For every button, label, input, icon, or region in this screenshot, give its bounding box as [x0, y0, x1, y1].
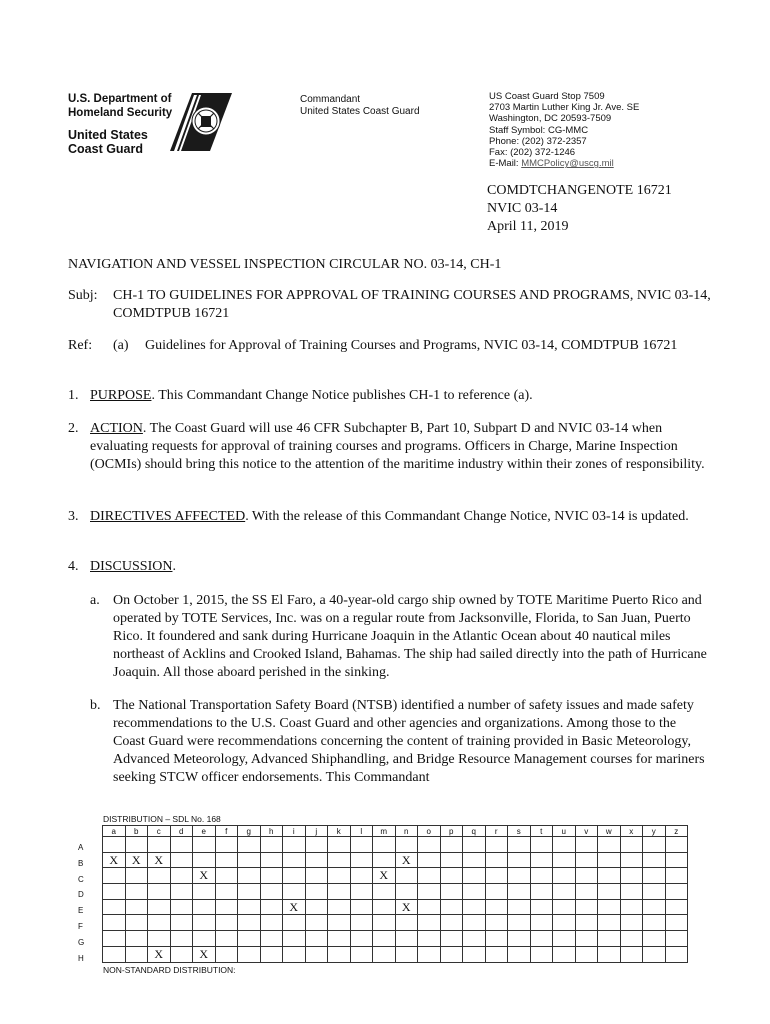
distribution-cell — [530, 915, 553, 931]
distribution-row — [103, 946, 688, 962]
distribution-cell — [530, 852, 553, 868]
distribution-cell — [215, 837, 238, 853]
distribution-cell — [485, 931, 508, 947]
notice-date: April 11, 2019 — [487, 219, 569, 234]
distribution-cell — [485, 899, 508, 915]
distribution-cell — [485, 946, 508, 962]
distribution-table — [102, 825, 688, 963]
section-heading: PURPOSE — [90, 388, 152, 403]
distribution-cell — [260, 899, 283, 915]
distribution-column-header: a — [103, 826, 126, 837]
distribution-cell — [350, 931, 373, 947]
distribution-column-header: n — [395, 826, 418, 837]
section-number: 3. — [68, 509, 79, 524]
coast-guard-logo-icon — [170, 91, 232, 153]
distribution-row-label: E — [78, 906, 84, 916]
distribution-cell — [395, 931, 418, 947]
distribution-cell — [395, 837, 418, 853]
distribution-cell — [193, 837, 216, 853]
distribution-cell — [125, 946, 148, 962]
change-notice-number: COMDTCHANGENOTE 16721 — [487, 183, 672, 198]
distribution-row-label: G — [78, 937, 85, 947]
distribution-cell — [373, 915, 396, 931]
distribution-cell — [350, 837, 373, 853]
distribution-cell — [440, 837, 463, 853]
distribution-column-header: d — [170, 826, 193, 837]
distribution-cell — [508, 852, 531, 868]
distribution-cell — [485, 837, 508, 853]
distribution-cell — [575, 868, 598, 884]
commandant-line-2: United States Coast Guard — [300, 105, 420, 117]
commandant-block — [300, 94, 420, 117]
section-number: 2. — [68, 421, 79, 436]
distribution-cell — [193, 899, 216, 915]
distribution-cell — [463, 852, 486, 868]
distribution-column-header: q — [463, 826, 486, 837]
distribution-column-header: v — [575, 826, 598, 837]
distribution-cell — [440, 946, 463, 962]
distribution-cell — [598, 899, 621, 915]
distribution-cell — [440, 915, 463, 931]
distribution-cell — [305, 899, 328, 915]
distribution-cell — [620, 884, 643, 900]
distribution-cell — [553, 837, 576, 853]
coast-guard-line-1: United States — [68, 128, 148, 142]
reference-item-marker: (a) — [113, 338, 129, 353]
distribution-cell — [148, 868, 171, 884]
distribution-cell — [418, 884, 441, 900]
distribution-cell — [665, 837, 688, 853]
distribution-row — [103, 915, 688, 931]
distribution-row — [103, 884, 688, 900]
email-label: E-Mail: — [489, 158, 522, 170]
distribution-cell — [418, 899, 441, 915]
distribution-row — [103, 837, 688, 853]
distribution-cell — [215, 899, 238, 915]
distribution-cell — [530, 868, 553, 884]
distribution-cell — [283, 884, 306, 900]
distribution-cell — [283, 931, 306, 947]
distribution-cell — [665, 915, 688, 931]
distribution-cell — [643, 837, 666, 853]
distribution-column-header: g — [238, 826, 261, 837]
distribution-cell — [125, 868, 148, 884]
distribution-cell — [193, 852, 216, 868]
distribution-cell — [620, 946, 643, 962]
distribution-cell — [575, 837, 598, 853]
distribution-cell — [620, 899, 643, 915]
distribution-cell — [305, 868, 328, 884]
distribution-column-header: s — [508, 826, 531, 837]
distribution-cell — [260, 868, 283, 884]
distribution-cell — [170, 915, 193, 931]
distribution-column-header: i — [283, 826, 306, 837]
distribution-column-header: t — [530, 826, 553, 837]
distribution-cell — [575, 915, 598, 931]
distribution-column-header: j — [305, 826, 328, 837]
section-number: 1. — [68, 388, 79, 403]
distribution-cell — [170, 852, 193, 868]
distribution-cell — [620, 852, 643, 868]
distribution-cell — [530, 946, 553, 962]
distribution-cell: X — [193, 946, 216, 962]
distribution-cell — [643, 931, 666, 947]
distribution-cell — [530, 899, 553, 915]
distribution-cell — [643, 946, 666, 962]
distribution-cell — [125, 915, 148, 931]
distribution-cell — [598, 946, 621, 962]
distribution-cell — [170, 837, 193, 853]
distribution-cell — [238, 915, 261, 931]
address-line-2: 2703 Martin Luther King Jr. Ave. SE — [489, 102, 640, 114]
distribution-cell — [463, 946, 486, 962]
distribution-column-header: w — [598, 826, 621, 837]
distribution-cell — [665, 884, 688, 900]
distribution-cell — [395, 884, 418, 900]
distribution-row-label: C — [78, 874, 84, 884]
distribution-cell — [508, 946, 531, 962]
section-heading: DISCUSSION — [90, 559, 173, 574]
distribution-cell — [103, 915, 126, 931]
distribution-cell — [148, 899, 171, 915]
distribution-cell — [328, 884, 351, 900]
distribution-cell — [193, 884, 216, 900]
distribution-cell — [238, 868, 261, 884]
distribution-cell — [598, 915, 621, 931]
distribution-cell — [283, 868, 306, 884]
distribution-cell — [553, 868, 576, 884]
distribution-column-header: o — [418, 826, 441, 837]
distribution-cell — [305, 884, 328, 900]
distribution-cell — [575, 884, 598, 900]
distribution-row-label: D — [78, 890, 84, 900]
distribution-cell — [215, 884, 238, 900]
email-line — [489, 158, 639, 169]
distribution-cell — [598, 837, 621, 853]
distribution-cell — [418, 946, 441, 962]
distribution-cell — [215, 931, 238, 947]
distribution-cell — [553, 899, 576, 915]
distribution-cell — [530, 931, 553, 947]
distribution-cell: X — [193, 868, 216, 884]
distribution-cell — [125, 899, 148, 915]
distribution-cell — [463, 884, 486, 900]
distribution-cell — [553, 931, 576, 947]
distribution-cell — [665, 931, 688, 947]
distribution-cell — [575, 899, 598, 915]
distribution-cell — [328, 837, 351, 853]
distribution-cell — [395, 915, 418, 931]
distribution-column-header: u — [553, 826, 576, 837]
non-standard-distribution: NON-STANDARD DISTRIBUTION: — [103, 965, 236, 975]
distribution-cell — [598, 868, 621, 884]
distribution-column-header: k — [328, 826, 351, 837]
document-title: NAVIGATION AND VESSEL INSPECTION CIRCULAR NO. 03-14, CH-1 — [68, 257, 502, 272]
item-marker: a. — [90, 593, 100, 608]
distribution-cell — [350, 868, 373, 884]
distribution-cell — [620, 837, 643, 853]
distribution-cell — [328, 852, 351, 868]
distribution-cell — [193, 931, 216, 947]
address-line-1: US Coast Guard Stop 7509 — [489, 91, 605, 102]
distribution-cell — [665, 852, 688, 868]
phone: Phone: (202) 372-2357 — [489, 135, 587, 147]
distribution-column-header: y — [643, 826, 666, 837]
section-number: 4. — [68, 559, 79, 574]
distribution-column-header: e — [193, 826, 216, 837]
distribution-cell — [373, 899, 396, 915]
distribution-cell — [373, 852, 396, 868]
distribution-cell — [463, 899, 486, 915]
distribution-cell — [350, 852, 373, 868]
distribution-cell — [373, 884, 396, 900]
distribution-cell: X — [125, 852, 148, 868]
distribution-cell — [643, 868, 666, 884]
distribution-cell — [575, 946, 598, 962]
distribution-cell — [598, 931, 621, 947]
item-text: On October 1, 2015, the SS El Faro, a 40-year-old cargo ship owned by TOTE Maritime Puerto Rico and operated by TOTE Services, Inc. was on a regular route from Jacksonville, Florida, to San Juan, Puerto Rico. It foundered and sank during Hurricane Joaquin in the Atlantic Ocean about 40 nautical miles northeast of Acklins and Crooked Island, Bahamas. The ship had sailed directly into the path of Hurricane Joaquin. All those aboard perished in the sinking. — [113, 593, 707, 680]
distribution-row-label: A — [78, 843, 84, 852]
item-marker: b. — [90, 698, 101, 713]
distribution-cell — [440, 852, 463, 868]
distribution-cell — [350, 915, 373, 931]
distribution-column-header: m — [373, 826, 396, 837]
distribution-row — [103, 931, 688, 947]
distribution-cell — [260, 837, 283, 853]
distribution-cell — [238, 946, 261, 962]
fax: Fax: (202) 372-1246 — [489, 147, 576, 159]
distribution-row — [103, 899, 688, 915]
commandant-line-1: Commandant — [300, 94, 361, 105]
distribution-column-header: z — [665, 826, 688, 837]
distribution-cell — [328, 946, 351, 962]
distribution-cell — [643, 915, 666, 931]
distribution-cell — [598, 884, 621, 900]
distribution-cell — [508, 899, 531, 915]
distribution-column-header: f — [215, 826, 238, 837]
distribution-cell — [350, 899, 373, 915]
distribution-cell — [350, 946, 373, 962]
distribution-cell — [125, 931, 148, 947]
section-text: . The Coast Guard will use 46 CFR Subchapter B, Part 10, Subpart D and NVIC 03-14 when evaluating requests for approval of training courses and programs. Officers in Charge, Marine Inspection (OCMIs) should bring this notice to the attention of the maritime industry within their zones of responsibility. — [90, 421, 705, 472]
distribution-cell — [215, 852, 238, 868]
distribution-cell — [103, 868, 126, 884]
distribution-cell — [665, 868, 688, 884]
nvic-number: NVIC 03-14 — [487, 201, 558, 216]
distribution-row-label: H — [78, 953, 84, 963]
distribution-cell — [305, 915, 328, 931]
distribution-cell — [170, 931, 193, 947]
distribution-cell — [508, 915, 531, 931]
distribution-cell — [148, 837, 171, 853]
reference-text: Guidelines for Approval of Training Courses and Programs, NVIC 03-14, COMDTPUB 16721 — [145, 338, 678, 353]
distribution-cell — [575, 931, 598, 947]
section-text: . — [172, 559, 176, 574]
distribution-cell — [463, 915, 486, 931]
distribution-cell — [463, 837, 486, 853]
distribution-cell — [148, 915, 171, 931]
distribution-cell — [103, 931, 126, 947]
address-block — [489, 91, 639, 169]
distribution-cell — [170, 899, 193, 915]
distribution-cell — [305, 837, 328, 853]
address-line-3: Washington, DC 20593-7509 — [489, 113, 612, 125]
distribution-cell — [125, 837, 148, 853]
distribution-cell — [305, 852, 328, 868]
distribution-cell — [283, 915, 306, 931]
distribution-cell — [508, 931, 531, 947]
distribution-cell: X — [373, 868, 396, 884]
distribution-cell — [373, 837, 396, 853]
distribution-cell — [148, 884, 171, 900]
distribution-cell — [215, 946, 238, 962]
distribution-cell — [283, 852, 306, 868]
distribution-column-header: h — [260, 826, 283, 837]
distribution-cell — [553, 915, 576, 931]
distribution-cell — [305, 946, 328, 962]
distribution-cell — [305, 931, 328, 947]
distribution-cell — [238, 899, 261, 915]
distribution-cell: X — [103, 852, 126, 868]
distribution-cell — [418, 915, 441, 931]
distribution-cell: X — [395, 899, 418, 915]
distribution-cell — [260, 915, 283, 931]
distribution-cell — [418, 837, 441, 853]
distribution-cell — [485, 915, 508, 931]
distribution-column-header: x — [620, 826, 643, 837]
section-text: . This Commandant Change Notice publishes CH-1 to reference (a). — [151, 388, 533, 403]
distribution-cell — [418, 868, 441, 884]
distribution-cell — [643, 884, 666, 900]
distribution-cell — [373, 931, 396, 947]
distribution-cell — [665, 946, 688, 962]
staff-symbol: Staff Symbol: CG-MMC — [489, 124, 589, 136]
department-name — [68, 92, 172, 120]
distribution-cell — [238, 852, 261, 868]
distribution-row — [103, 868, 688, 884]
distribution-cell — [418, 931, 441, 947]
distribution-cell — [283, 946, 306, 962]
distribution-cell — [328, 931, 351, 947]
distribution-cell — [440, 868, 463, 884]
section-text: . With the release of this Commandant Change Notice, NVIC 03-14 is updated. — [245, 509, 689, 524]
distribution-row-label: F — [78, 922, 83, 931]
distribution-cell — [485, 852, 508, 868]
distribution-cell — [373, 946, 396, 962]
subject-label: Subj: — [68, 288, 98, 303]
distribution-cell — [530, 884, 553, 900]
distribution-cell — [103, 946, 126, 962]
distribution-cell — [328, 915, 351, 931]
department-line-2: Homeland Security — [68, 107, 173, 119]
distribution-cell — [643, 899, 666, 915]
item-text: The National Transportation Safety Board (NTSB) identified a number of safety issues and made safety recommendations to the U.S. Coast Guard and other agencies and organizations. Among those to the Coast Guard were recommendations concerning the content of training provided in Basic Meteorology, Advanced Meteorology, Advanced Shiphandling, and Bridge Resource Management courses for mariners seeking STCW officer endorsements. This Commandant — [113, 698, 705, 785]
distribution-column-header: b — [125, 826, 148, 837]
distribution-cell — [508, 868, 531, 884]
distribution-cell — [125, 884, 148, 900]
distribution-cell — [170, 868, 193, 884]
distribution-column-header: r — [485, 826, 508, 837]
distribution-cell — [395, 946, 418, 962]
distribution-cell — [238, 837, 261, 853]
distribution-cell — [328, 868, 351, 884]
distribution-cell — [508, 884, 531, 900]
distribution-cell — [485, 868, 508, 884]
coast-guard-name — [68, 128, 148, 156]
distribution-column-header: l — [350, 826, 373, 837]
distribution-cell — [485, 884, 508, 900]
department-line-1: U.S. Department of — [68, 93, 172, 105]
section-heading: ACTION — [90, 421, 143, 436]
distribution-cell — [215, 868, 238, 884]
distribution-cell — [643, 852, 666, 868]
distribution-cell: X — [148, 852, 171, 868]
distribution-cell — [575, 852, 598, 868]
distribution-cell — [215, 915, 238, 931]
distribution-cell — [148, 931, 171, 947]
distribution-cell — [350, 884, 373, 900]
distribution-cell — [440, 931, 463, 947]
distribution-cell: X — [148, 946, 171, 962]
distribution-cell — [238, 931, 261, 947]
distribution-cell — [103, 899, 126, 915]
distribution-cell: X — [395, 852, 418, 868]
distribution-cell — [238, 884, 261, 900]
distribution-cell — [440, 899, 463, 915]
distribution-cell — [103, 837, 126, 853]
distribution-cell — [530, 837, 553, 853]
distribution-cell — [463, 931, 486, 947]
distribution-cell — [395, 868, 418, 884]
distribution-column-header: c — [148, 826, 171, 837]
distribution-title: DISTRIBUTION – SDL No. 168 — [103, 814, 221, 824]
distribution-cell — [260, 946, 283, 962]
distribution-cell: X — [283, 899, 306, 915]
distribution-cell — [418, 852, 441, 868]
distribution-cell — [508, 837, 531, 853]
distribution-cell — [553, 946, 576, 962]
distribution-cell — [553, 884, 576, 900]
distribution-cell — [620, 868, 643, 884]
section-heading: DIRECTIVES AFFECTED — [90, 509, 246, 524]
distribution-cell — [103, 884, 126, 900]
distribution-column-header: p — [440, 826, 463, 837]
distribution-cell — [260, 852, 283, 868]
coast-guard-line-2: Coast Guard — [68, 142, 144, 156]
email-link[interactable]: MMCPolicy@uscg.mil — [521, 158, 614, 170]
distribution-cell — [665, 899, 688, 915]
reference-label: Ref: — [68, 338, 93, 353]
subject-text: CH-1 TO GUIDELINES FOR APPROVAL OF TRAINING COURSES AND PROGRAMS, NVIC 03-14, COMDTPUB 16721 — [113, 288, 711, 321]
distribution-cell — [260, 931, 283, 947]
distribution-cell — [620, 931, 643, 947]
distribution-row — [103, 852, 688, 868]
distribution-cell — [170, 884, 193, 900]
distribution-cell — [463, 868, 486, 884]
distribution-cell — [440, 884, 463, 900]
distribution-cell — [283, 837, 306, 853]
distribution-cell — [598, 852, 621, 868]
distribution-cell — [328, 899, 351, 915]
distribution-cell — [170, 946, 193, 962]
distribution-cell — [620, 915, 643, 931]
distribution-row-label: B — [78, 858, 84, 868]
distribution-cell — [193, 915, 216, 931]
distribution-cell — [553, 852, 576, 868]
change-notice-block — [487, 182, 672, 236]
distribution-cell — [260, 884, 283, 900]
